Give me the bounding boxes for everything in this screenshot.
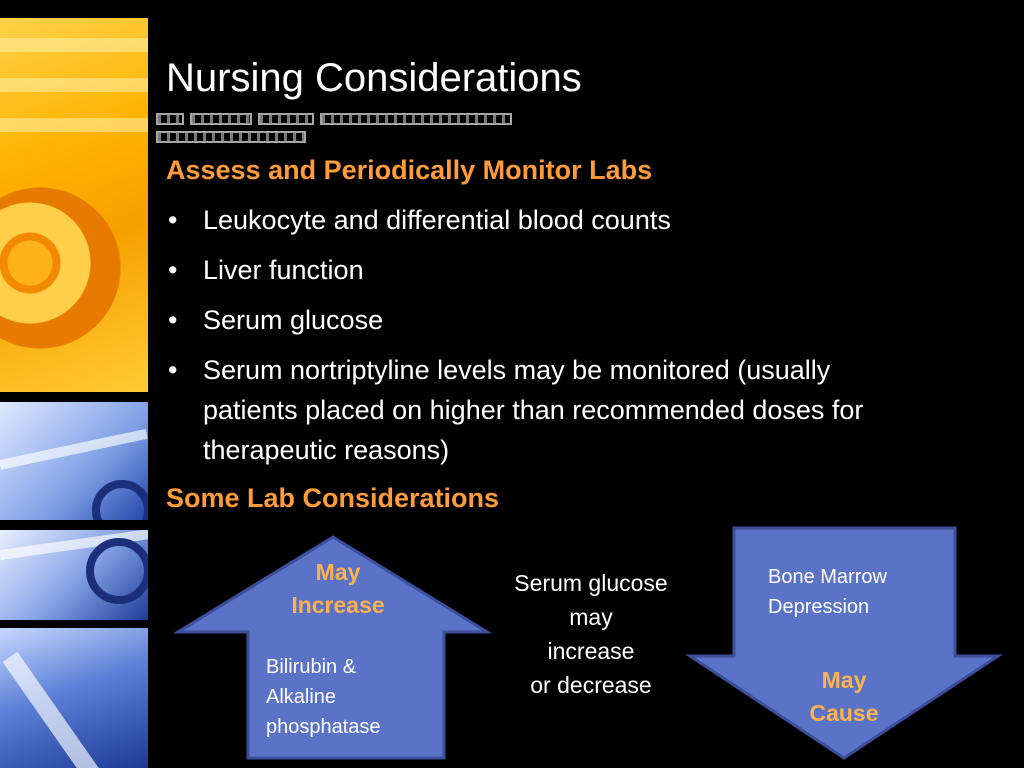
up-arrow-body [266,652,446,742]
serum-glucose-note [486,566,696,702]
up-arrow-label [268,556,408,622]
down-arrow-body-line: Depression [768,596,870,618]
section-heading-monitor-labs: Assess and Periodically Monitor Labs [166,155,653,185]
down-arrow-label-line: Cause [809,700,879,726]
up-arrow-body-line: phosphatase [266,716,381,738]
note-line: may [569,604,613,630]
up-arrow-label-line: Increase [291,592,385,618]
bullet-text: Serum glucose [203,305,384,335]
bullet-marker: • [168,355,178,385]
up-arrow-body-line: Bilirubin & [266,656,357,678]
down-arrow-label-line: May [821,667,867,693]
bullet-text: Liver function [203,255,364,285]
slide-title: Nursing Considerations [166,56,582,100]
up-arrow-label-line: May [315,559,361,585]
down-arrow-body [768,562,948,622]
down-arrow-label [774,664,914,730]
note-line: or decrease [530,672,652,698]
section-heading-lab-considerations: Some Lab Considerations [166,483,500,513]
bullet-marker: • [168,255,178,285]
bullet-marker: • [168,205,178,235]
up-arrow-body-line: Alkaline [266,686,337,708]
bullet-text: Leukocyte and differential blood counts [203,205,671,235]
down-arrow-body-line: Bone Marrow [768,566,887,588]
bullet-text: Serum nortriptyline levels may be monitored (usually patients placed on higher than recommended doses for therapeutic reasons) [203,355,864,465]
note-line: increase [547,638,635,664]
bullet-marker: • [168,305,178,335]
note-line: Serum glucose [514,570,668,596]
